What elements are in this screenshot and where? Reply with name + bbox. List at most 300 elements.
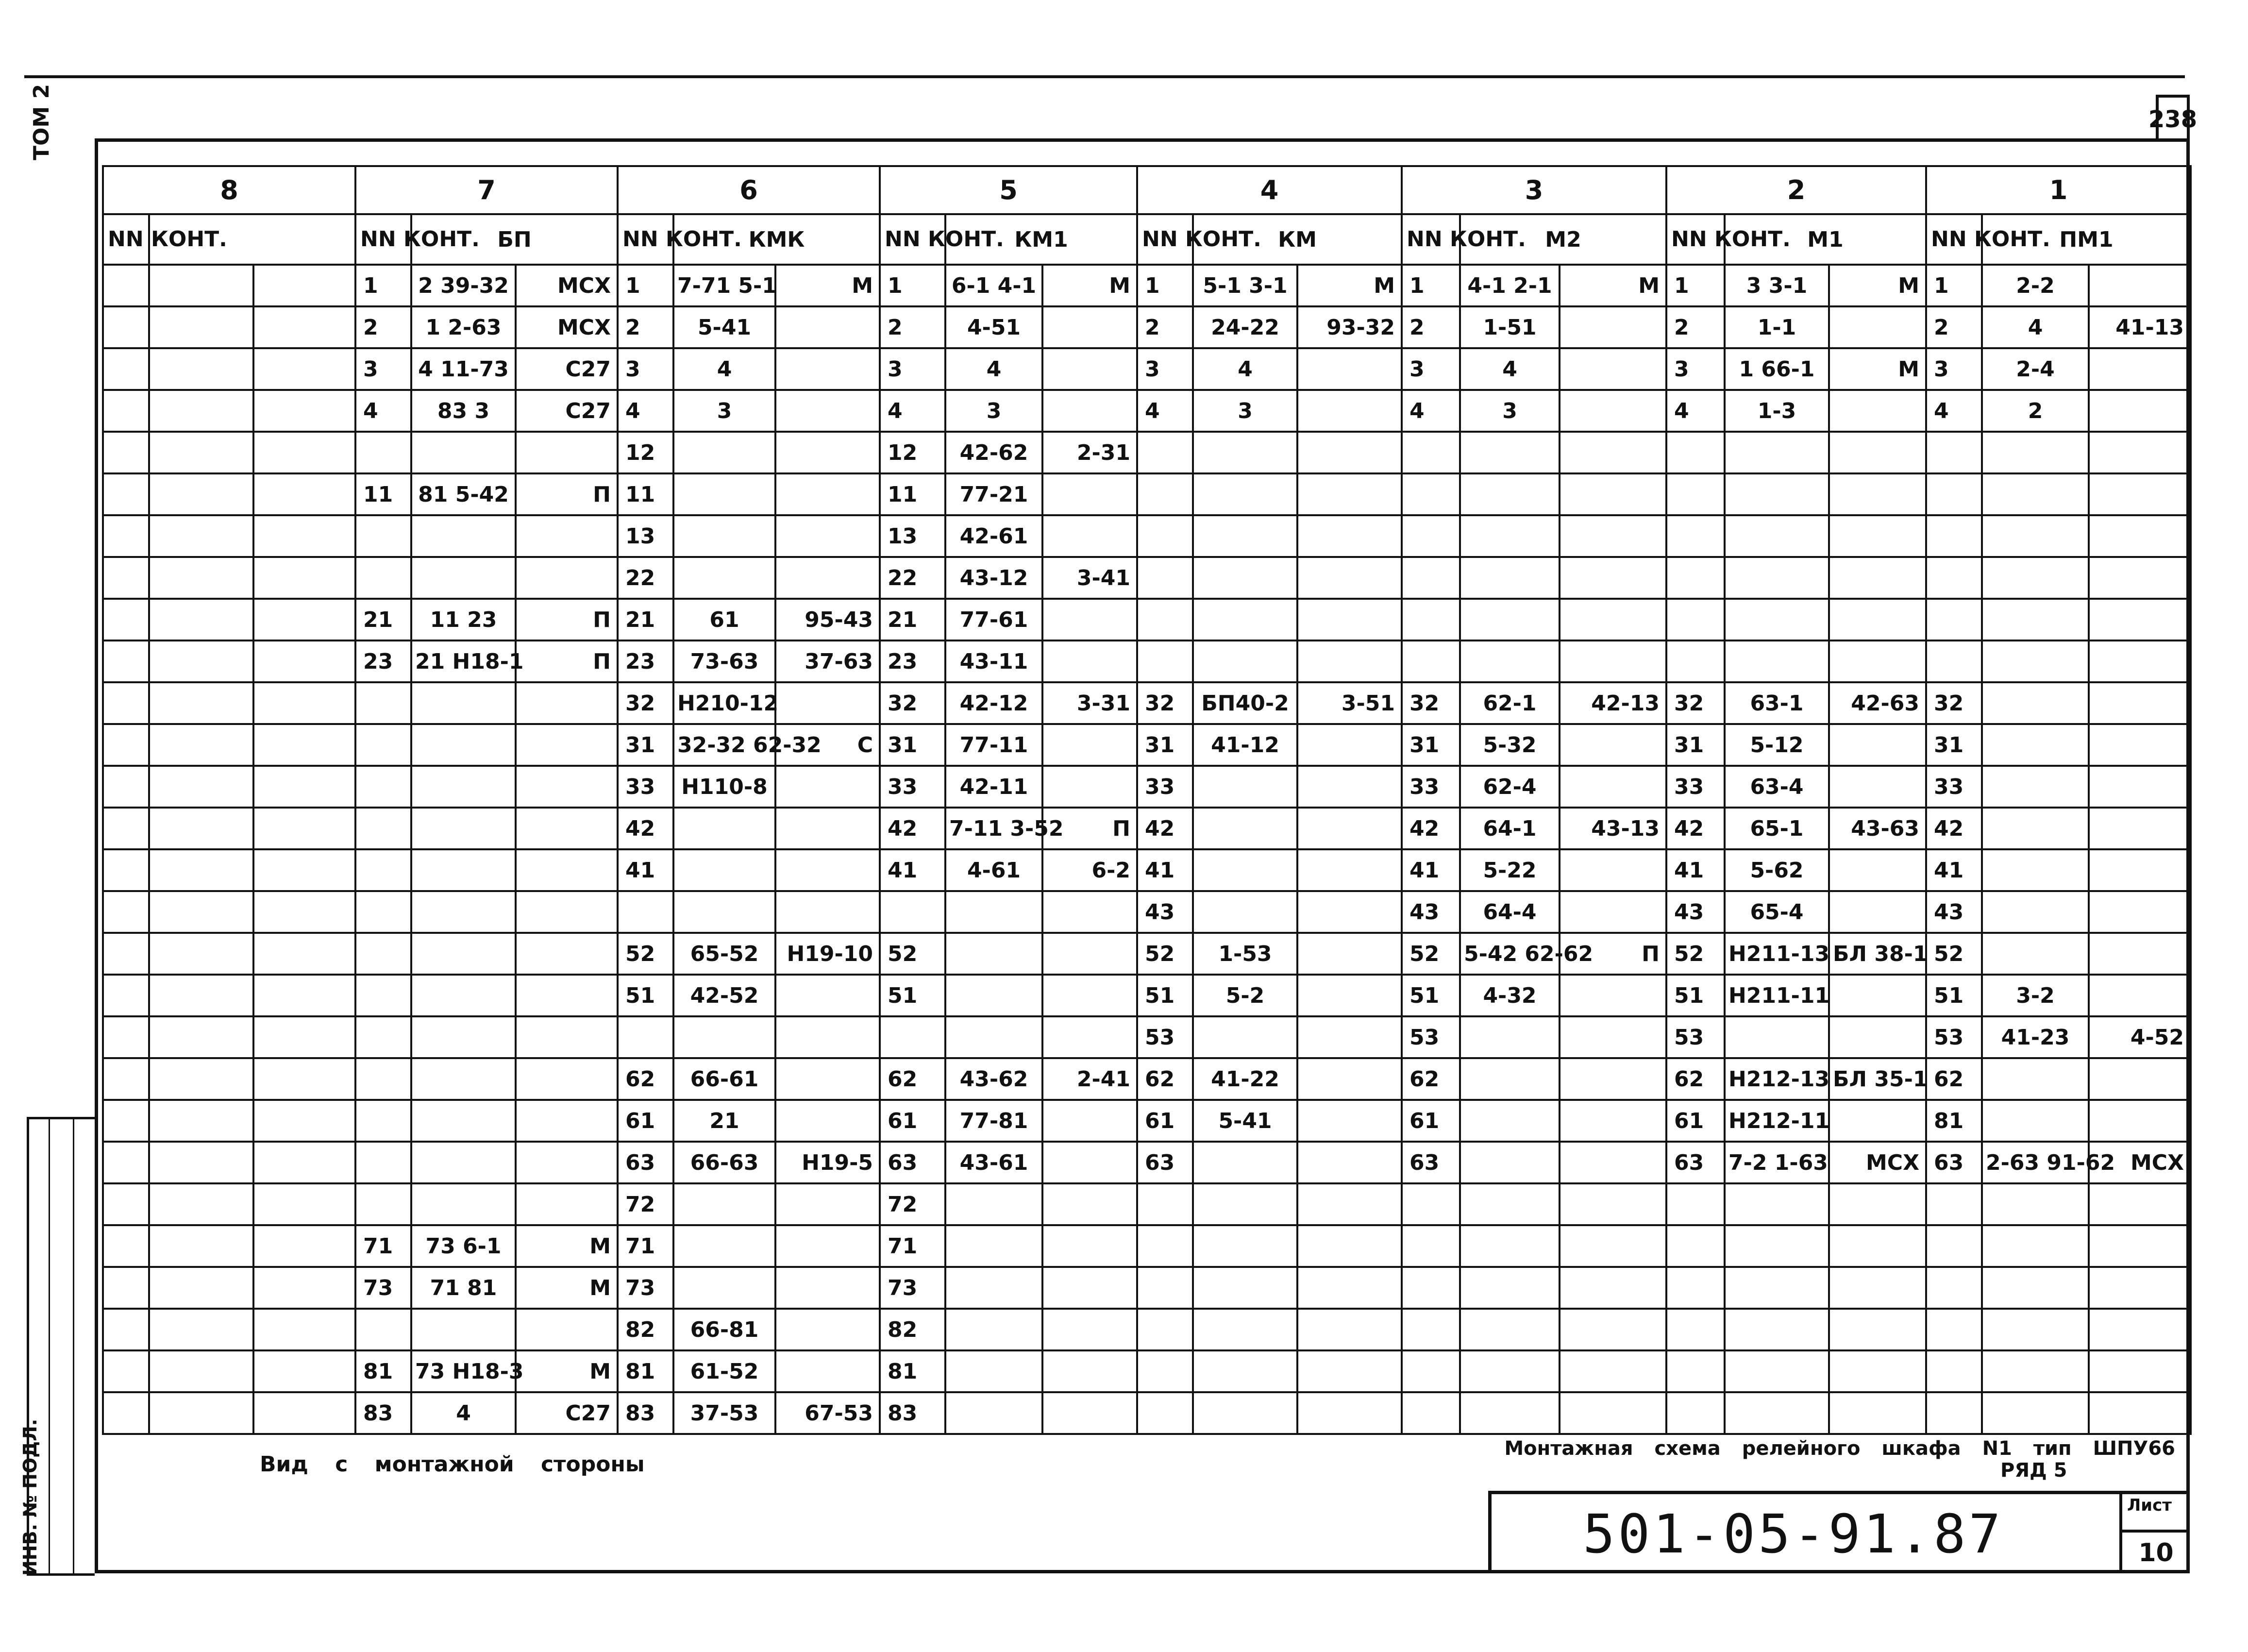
contact-number-cell: 32 [1926, 682, 1982, 724]
marking-cell [253, 1267, 355, 1309]
connection-cell: 24-22 [1193, 306, 1297, 348]
marking-cell [516, 557, 618, 599]
marking-cell [1560, 1183, 1666, 1225]
table-row [103, 432, 2191, 473]
marking-cell [253, 682, 355, 724]
contact-number-cell [103, 1350, 149, 1392]
contact-number-cell [1402, 599, 1460, 641]
marking-cell [2089, 1392, 2191, 1434]
contact-number-cell [1666, 1392, 1725, 1434]
marking-cell [775, 1183, 880, 1225]
contact-number-cell [1137, 641, 1193, 682]
connection-cell [411, 808, 516, 849]
connection-cell [673, 1225, 775, 1267]
connection-cell: 62-4 [1460, 766, 1560, 808]
connection-cell [1725, 1183, 1829, 1225]
contact-number-cell: 22 [880, 557, 945, 599]
table-row [103, 1058, 2191, 1100]
contact-number-cell [1666, 1350, 1725, 1392]
contact-number-cell: 51 [880, 975, 945, 1016]
connection-cell: 5-2 [1193, 975, 1297, 1016]
marking-cell [516, 432, 618, 473]
connection-cell [1982, 1309, 2089, 1350]
connection-cell: 66-63 [673, 1142, 775, 1183]
connection-cell: 4-1 2-1 [1460, 265, 1560, 306]
contact-number-cell [1402, 1350, 1460, 1392]
contact-number-cell: 51 [1666, 975, 1725, 1016]
contact-number-cell: 1 [880, 265, 945, 306]
table-row [103, 766, 2191, 808]
contact-number-cell [103, 473, 149, 515]
contact-number-cell: 51 [1402, 975, 1460, 1016]
contact-number-cell: 23 [880, 641, 945, 682]
marking-cell: 2-31 [1042, 432, 1137, 473]
marking-cell [1560, 473, 1666, 515]
contact-number-cell: 63 [1402, 1142, 1460, 1183]
connection-cell [1982, 1267, 2089, 1309]
marking-cell [253, 1392, 355, 1434]
contact-number-cell: 62 [1402, 1058, 1460, 1100]
contact-number-cell: 63 [1137, 1142, 1193, 1183]
contact-number-cell: 23 [618, 641, 673, 682]
contact-number-cell: 1 [1402, 265, 1460, 306]
connection-cell: 42-61 [945, 515, 1042, 557]
connection-cell: 83 3 [411, 390, 516, 432]
marking-cell: БЛ 38-1 [1829, 933, 1926, 975]
contact-number-cell [1926, 515, 1982, 557]
marking-cell: М [1042, 265, 1137, 306]
marking-cell [2089, 557, 2191, 599]
marking-cell: М [1297, 265, 1402, 306]
marking-cell [1042, 1016, 1137, 1058]
contact-number-header: NN КОНТ. [1926, 214, 1982, 265]
connection-cell: 1-51 [1460, 306, 1560, 348]
contact-number-cell: 51 [1137, 975, 1193, 1016]
marking-cell [1042, 975, 1137, 1016]
contact-number-cell [355, 808, 411, 849]
table-row [103, 1225, 2191, 1267]
marking-cell [1297, 1267, 1402, 1309]
connection-cell: 4-32 [1460, 975, 1560, 1016]
marking-cell: С27 [516, 390, 618, 432]
marking-cell [775, 682, 880, 724]
marking-cell [1560, 515, 1666, 557]
connection-cell: 3-2 [1982, 975, 2089, 1016]
marking-cell: М [516, 1350, 618, 1392]
contact-number-cell: 43 [1402, 891, 1460, 933]
connection-cell: 4 [1193, 348, 1297, 390]
marking-cell [1560, 1016, 1666, 1058]
connection-cell: 64-1 [1460, 808, 1560, 849]
connection-cell: 5-1 3-1 [1193, 265, 1297, 306]
connection-cell: 21 Н18-1 [411, 641, 516, 682]
group-header: 1 [1926, 166, 2191, 214]
device-header: М2 [1460, 214, 1666, 265]
contact-number-cell [1926, 473, 1982, 515]
contact-number-cell: 2 [618, 306, 673, 348]
connection-cell [1193, 599, 1297, 641]
marking-cell: М [1829, 348, 1926, 390]
connection-cell [149, 1350, 253, 1392]
connection-cell [1193, 1016, 1297, 1058]
connection-cell [149, 933, 253, 975]
connection-cell [1193, 432, 1297, 473]
connection-cell [1725, 1016, 1829, 1058]
contact-number-cell: 82 [880, 1309, 945, 1350]
contact-number-cell [1402, 1309, 1460, 1350]
connection-cell: 64-4 [1460, 891, 1560, 933]
connection-cell [411, 432, 516, 473]
marking-cell [253, 348, 355, 390]
connection-cell [1460, 1225, 1560, 1267]
marking-cell [1560, 1392, 1666, 1434]
contact-number-cell [355, 1142, 411, 1183]
marking-cell [253, 390, 355, 432]
contact-number-cell: 3 [880, 348, 945, 390]
connection-cell: 5-62 [1725, 849, 1829, 891]
connection-cell: 42-52 [673, 975, 775, 1016]
connection-cell: 4 [1460, 348, 1560, 390]
contact-number-cell: 62 [1137, 1058, 1193, 1100]
contact-number-cell [103, 599, 149, 641]
contact-number-cell: 4 [1666, 390, 1725, 432]
connection-cell [149, 599, 253, 641]
contact-number-cell [1926, 1267, 1982, 1309]
marking-cell [1042, 390, 1137, 432]
group-header: 7 [355, 166, 618, 214]
marking-cell [1297, 599, 1402, 641]
marking-cell [253, 933, 355, 975]
contact-number-cell: 83 [355, 1392, 411, 1434]
marking-cell [775, 432, 880, 473]
contact-number-cell [355, 432, 411, 473]
contact-number-cell [1137, 599, 1193, 641]
connection-cell [1193, 641, 1297, 682]
contact-number-cell: 62 [618, 1058, 673, 1100]
marking-cell [253, 1058, 355, 1100]
table-row [103, 891, 2191, 933]
contact-number-cell [103, 1058, 149, 1100]
connection-cell [673, 473, 775, 515]
connection-cell [411, 682, 516, 724]
connection-cell [945, 891, 1042, 933]
marking-cell [1042, 933, 1137, 975]
connection-cell [1193, 808, 1297, 849]
contact-number-cell: 21 [618, 599, 673, 641]
contact-number-cell [1666, 1309, 1725, 1350]
connection-cell [1460, 1100, 1560, 1142]
table-row [103, 975, 2191, 1016]
connection-cell [411, 891, 516, 933]
contact-number-cell [1666, 557, 1725, 599]
contact-number-cell [1926, 1309, 1982, 1350]
connection-cell [149, 849, 253, 891]
table-row [103, 1100, 2191, 1142]
connection-cell: 5-32 [1460, 724, 1560, 766]
marking-cell [2089, 1350, 2191, 1392]
marking-cell [1560, 1100, 1666, 1142]
marking-cell [775, 515, 880, 557]
contact-number-cell: 2 [1926, 306, 1982, 348]
table-row [103, 1142, 2191, 1183]
wiring-table [102, 165, 2192, 1435]
contact-number-cell: 2 [1402, 306, 1460, 348]
marking-cell: С27 [516, 1392, 618, 1434]
contact-number-cell: 11 [880, 473, 945, 515]
marking-cell [2089, 933, 2191, 975]
marking-cell: П [516, 599, 618, 641]
contact-number-cell: 61 [1402, 1100, 1460, 1142]
connection-cell [1982, 599, 2089, 641]
marking-cell [775, 766, 880, 808]
table-row [103, 265, 2191, 306]
connection-cell: 66-81 [673, 1309, 775, 1350]
marking-cell: П [516, 641, 618, 682]
contact-number-cell [1926, 1392, 1982, 1434]
marking-cell [1297, 1183, 1402, 1225]
contact-number-cell [103, 1142, 149, 1183]
marking-cell [775, 390, 880, 432]
column-header-row [103, 214, 2191, 265]
contact-number-cell [103, 1309, 149, 1350]
connection-cell: 5-22 [1460, 849, 1560, 891]
marking-cell: 6-2 [1042, 849, 1137, 891]
contact-number-cell: 61 [618, 1100, 673, 1142]
contact-number-cell: 12 [618, 432, 673, 473]
connection-cell: 43-12 [945, 557, 1042, 599]
contact-number-cell [355, 849, 411, 891]
marking-cell [2089, 849, 2191, 891]
marking-cell [2089, 1183, 2191, 1225]
marking-cell [1042, 1350, 1137, 1392]
connection-cell [1982, 766, 2089, 808]
marking-cell [1560, 891, 1666, 933]
contact-number-cell: 21 [355, 599, 411, 641]
contact-number-cell: 53 [1926, 1016, 1982, 1058]
contact-number-cell: 61 [1666, 1100, 1725, 1142]
contact-number-cell: 53 [1137, 1016, 1193, 1058]
connection-cell [149, 306, 253, 348]
connection-cell: 32-32 62-32 [673, 724, 775, 766]
contact-number-cell: 42 [618, 808, 673, 849]
connection-cell: 63-4 [1725, 766, 1829, 808]
contact-number-cell [103, 641, 149, 682]
device-header: М1 [1725, 214, 1926, 265]
contact-number-cell [103, 808, 149, 849]
connection-cell: 73 6-1 [411, 1225, 516, 1267]
table-row [103, 557, 2191, 599]
connection-cell [1193, 1350, 1297, 1392]
side-volume-code: ТОМ 2 [29, 84, 54, 160]
marking-cell [516, 933, 618, 975]
contact-number-header: NN КОНТ. [618, 214, 673, 265]
view-caption: Вид с монтажной стороны [260, 1452, 645, 1477]
contact-number-cell: 82 [618, 1309, 673, 1350]
strip-divider [49, 1119, 50, 1573]
contact-number-cell [103, 849, 149, 891]
marking-cell [2089, 432, 2191, 473]
contact-number-cell: 32 [1137, 682, 1193, 724]
contact-number-cell [1137, 1392, 1193, 1434]
contact-number-cell: 41 [1137, 849, 1193, 891]
connection-cell [1725, 1309, 1829, 1350]
connection-cell: 65-52 [673, 933, 775, 975]
connection-cell [945, 1267, 1042, 1309]
contact-number-cell: 63 [1666, 1142, 1725, 1183]
contact-number-cell [1137, 1183, 1193, 1225]
marking-cell [1042, 1267, 1137, 1309]
marking-cell [1297, 766, 1402, 808]
marking-cell: М [1560, 265, 1666, 306]
marking-cell [516, 1100, 618, 1142]
connection-cell [1982, 808, 2089, 849]
connection-cell [149, 557, 253, 599]
table-row [103, 599, 2191, 641]
sheet-box [2119, 1491, 2190, 1573]
marking-cell [1829, 306, 1926, 348]
contact-number-cell: 41 [1666, 849, 1725, 891]
contact-number-cell [1926, 599, 1982, 641]
marking-cell [253, 473, 355, 515]
marking-cell: П [1560, 933, 1666, 975]
marking-cell [1829, 1309, 1926, 1350]
table-row [103, 849, 2191, 891]
marking-cell [253, 557, 355, 599]
connection-cell: 65-4 [1725, 891, 1829, 933]
marking-cell [1829, 975, 1926, 1016]
connection-cell [149, 1142, 253, 1183]
marking-cell [253, 306, 355, 348]
connection-cell [1460, 1267, 1560, 1309]
marking-cell: П [516, 473, 618, 515]
connection-cell [1982, 891, 2089, 933]
connection-cell [1460, 515, 1560, 557]
connection-cell: 5-41 [673, 306, 775, 348]
connection-cell [1982, 432, 2089, 473]
connection-cell [1460, 599, 1560, 641]
contact-number-cell [1137, 1350, 1193, 1392]
contact-number-cell: 42 [880, 808, 945, 849]
marking-cell: М [516, 1225, 618, 1267]
marking-cell: 4-52 [2089, 1016, 2191, 1058]
contact-number-cell: 3 [355, 348, 411, 390]
marking-cell [1829, 515, 1926, 557]
contact-number-cell: 32 [880, 682, 945, 724]
connection-cell: 4 [945, 348, 1042, 390]
marking-cell [1042, 599, 1137, 641]
contact-number-cell [103, 1016, 149, 1058]
connection-cell: 63-1 [1725, 682, 1829, 724]
marking-cell [1560, 1309, 1666, 1350]
contact-number-cell: 31 [618, 724, 673, 766]
marking-cell [253, 766, 355, 808]
marking-cell [775, 1225, 880, 1267]
marking-cell: 37-63 [775, 641, 880, 682]
marking-cell [775, 1058, 880, 1100]
marking-cell [2089, 1267, 2191, 1309]
connection-cell [1725, 1267, 1829, 1309]
marking-cell [1560, 599, 1666, 641]
connection-cell [1193, 1267, 1297, 1309]
connection-cell: Н110-8 [673, 766, 775, 808]
connection-cell: 66-61 [673, 1058, 775, 1100]
document-number: 501-05-91.87 [1583, 1503, 2004, 1565]
connection-cell: Н211-13 [1725, 933, 1829, 975]
marking-cell [2089, 724, 2191, 766]
contact-number-cell [355, 1016, 411, 1058]
contact-number-cell: 4 [1137, 390, 1193, 432]
contact-number-cell [103, 682, 149, 724]
marking-cell: М [775, 265, 880, 306]
contact-number-header: NN КОНТ. [103, 214, 149, 265]
connection-cell [1193, 1392, 1297, 1434]
marking-cell [1829, 1350, 1926, 1392]
table-row [103, 390, 2191, 432]
contact-number-cell: 42 [1926, 808, 1982, 849]
contact-number-cell [1137, 1267, 1193, 1309]
contact-number-cell: 81 [618, 1350, 673, 1392]
connection-cell [673, 808, 775, 849]
marking-cell [775, 1267, 880, 1309]
connection-cell: 73 Н18-3 [411, 1350, 516, 1392]
connection-cell [945, 1225, 1042, 1267]
device-header: КМ [1193, 214, 1402, 265]
connection-cell [673, 557, 775, 599]
contact-number-cell [1137, 557, 1193, 599]
connection-cell: 3 [945, 390, 1042, 432]
contact-number-cell: 3 [618, 348, 673, 390]
contact-number-cell [103, 766, 149, 808]
connection-cell: 5-41 [1193, 1100, 1297, 1142]
marking-cell [1829, 1267, 1926, 1309]
marking-cell [2089, 808, 2191, 849]
marking-cell: С [775, 724, 880, 766]
connection-cell [673, 1267, 775, 1309]
table-row [103, 473, 2191, 515]
connection-cell [411, 1016, 516, 1058]
contact-number-cell: 4 [1926, 390, 1982, 432]
contact-number-cell: 83 [880, 1392, 945, 1434]
contact-number-cell: 13 [880, 515, 945, 557]
contact-number-cell: 53 [1402, 1016, 1460, 1058]
marking-cell [253, 1309, 355, 1350]
contact-number-cell: 43 [1926, 891, 1982, 933]
marking-cell [1297, 1142, 1402, 1183]
contact-number-header: NN КОНТ. [355, 214, 411, 265]
contact-number-cell [103, 348, 149, 390]
drawing-title-row: РЯД 5 [2000, 1459, 2067, 1482]
connection-cell [1193, 557, 1297, 599]
marking-cell [516, 1309, 618, 1350]
marking-cell [253, 1350, 355, 1392]
connection-cell [411, 724, 516, 766]
connection-cell [1982, 1350, 2089, 1392]
contact-number-cell [355, 933, 411, 975]
marking-cell: 3-41 [1042, 557, 1137, 599]
contact-number-cell [1137, 432, 1193, 473]
marking-cell [2089, 1225, 2191, 1267]
connection-cell [1725, 1350, 1829, 1392]
marking-cell [1042, 515, 1137, 557]
marking-cell [2089, 766, 2191, 808]
connection-cell [1982, 1392, 2089, 1434]
contact-number-cell [355, 724, 411, 766]
group-header: 5 [880, 166, 1137, 214]
connection-cell [673, 515, 775, 557]
marking-cell [1297, 1058, 1402, 1100]
contact-number-cell: 4 [355, 390, 411, 432]
connection-cell [673, 849, 775, 891]
